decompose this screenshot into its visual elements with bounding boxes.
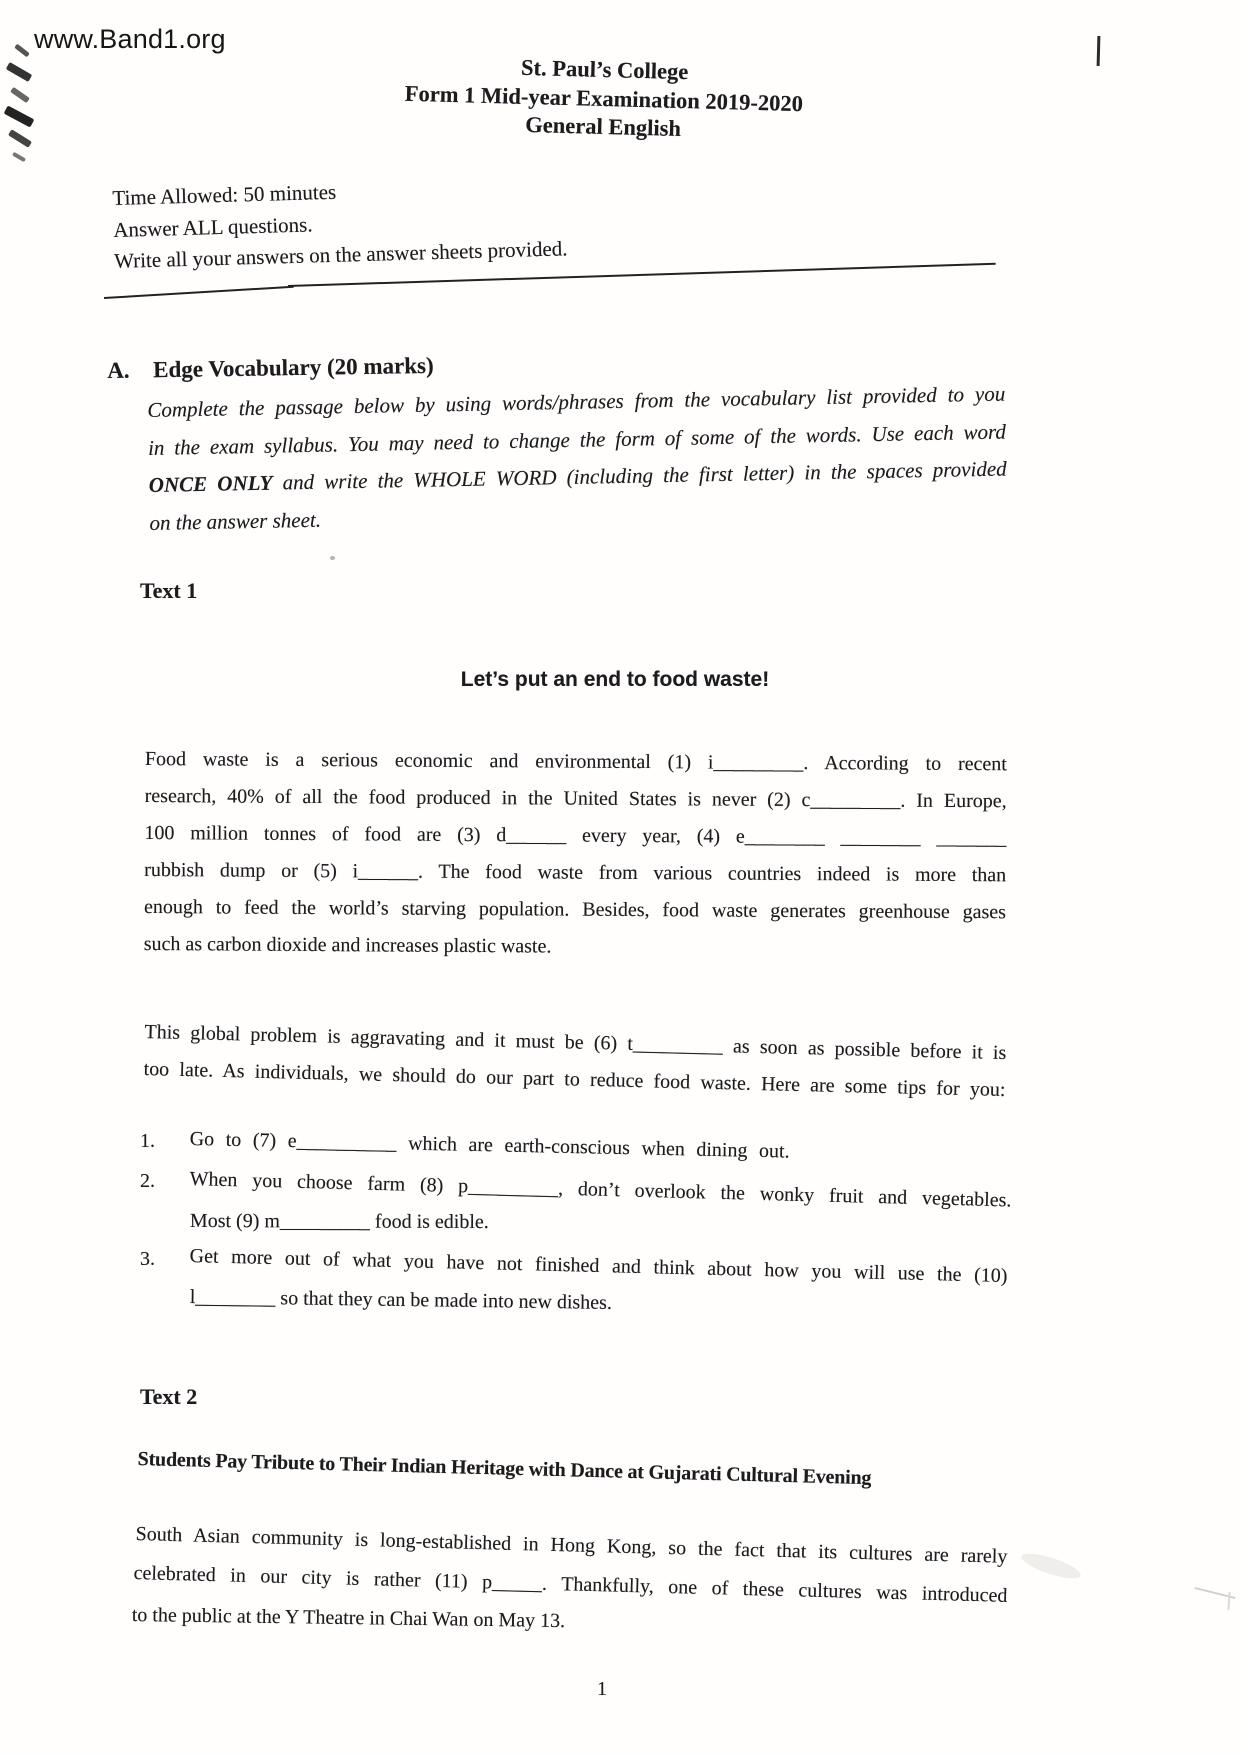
exam-header — [0, 40, 1210, 157]
tip-line: Get more out of what you have not finished and think about how you will use the (10) — [189, 1244, 1008, 1287]
write-answers-instruction: Write all your answers on the answer sheets provided. — [113, 236, 568, 273]
school-name: St. Paul’s College — [520, 54, 689, 85]
text2-headline: Students Pay Tribute to Their Indian Heritage with Dance at Gujarati Cultural Evening — [137, 1448, 872, 1490]
tip-line: When you choose farm (8) p_________, don’t overlook the wonky fruit and vegetables. — [189, 1167, 1012, 1212]
instruction-line: on the answer sheet. — [149, 507, 322, 535]
once-only-emphasis: ONCE ONLY — [148, 470, 273, 497]
tip-line: l________ so that they can be made into new dishes. — [189, 1285, 613, 1314]
passage-line: 100 million tonnes of food are (3) d______ every year, (4) e________ ________ _______ — [144, 821, 1007, 850]
time-allowed: Time Allowed: 50 minutes — [112, 179, 337, 210]
text1-paragraph-2 — [143, 1014, 1007, 1109]
section-a-heading — [107, 353, 434, 384]
binding-mark — [12, 152, 26, 162]
page-number: 1 — [597, 1678, 607, 1700]
instruction-line: Complete the passage below by using words/phrases from the vocabulary list provided to you — [147, 381, 1006, 422]
passage-line: rubbish dump or (5) i______. The food waste from various countries indeed is more than — [144, 858, 1007, 887]
passage-line: research, 40% of all the food produced in the United States is never (2) c_________. In Europe, — [144, 784, 1007, 813]
tip-number: 3. — [140, 1248, 155, 1270]
exam-title: Form 1 Mid-year Examination 2019-2020 — [404, 80, 804, 116]
scan-speck — [330, 556, 335, 560]
tip-number: 1. — [140, 1130, 155, 1152]
text1-label: Text 1 — [140, 578, 198, 603]
passage-line: celebrated in our city is rather (11) p_____. Thankfully, one of these cultures was introduced — [133, 1561, 1008, 1607]
instruction-line-rest: and write the WHOLE WORD (including the first letter) in the spaces provided — [282, 456, 1007, 495]
scan-edge-mark — [1097, 36, 1100, 66]
passage-line: This global problem is aggravating and it must be (6) t_________ as soon as possible before it is — [144, 1020, 1007, 1065]
scan-smudge — [1019, 1549, 1083, 1583]
answer-all-instruction: Answer ALL questions. — [112, 211, 313, 242]
tip-line: Most (9) m_________ food is edible. — [189, 1210, 489, 1234]
passage-line: South Asian community is long-established in Hong Kong, so the fact that its cultures are rarely — [135, 1522, 1008, 1568]
watermark: www.Band1.org — [34, 24, 226, 54]
section-a-label: A. — [107, 357, 130, 383]
instruction-line: in the exam syllabus. You may need to change the form of some of the words. Use each word — [147, 419, 1007, 460]
section-a-title: Edge Vocabulary (20 marks) — [152, 352, 434, 383]
passage-line: too late. As individuals, we should do our part to reduce food waste. Here are some tips for you: — [143, 1057, 1006, 1102]
tip-number: 2. — [140, 1170, 155, 1192]
text1-title: Let’s put an end to food waste! — [460, 668, 770, 691]
passage-line: enough to feed the world’s starving population. Besides, food waste generates greenhouse gases — [143, 895, 1007, 924]
divider-line — [104, 286, 294, 299]
general-instructions — [112, 170, 568, 277]
text1-paragraph-1 — [144, 741, 1007, 968]
passage-line: to the public at the Y Theatre in Chai Wan on May 13. — [131, 1603, 566, 1633]
section-a-instructions — [147, 376, 1008, 542]
subject-name: General English — [525, 111, 682, 142]
scan-smudge — [1227, 1592, 1230, 1610]
text2-label: Text 2 — [140, 1384, 198, 1409]
binding-mark — [8, 129, 32, 148]
passage-line: Food waste is a serious economic and environmental (1) i_________. According to recent — [144, 747, 1007, 776]
passage-line: such as carbon dioxide and increases plastic waste. — [143, 932, 552, 958]
tip-line: Go to (7) e__________ which are earth-conscious when dining out. — [189, 1127, 790, 1163]
